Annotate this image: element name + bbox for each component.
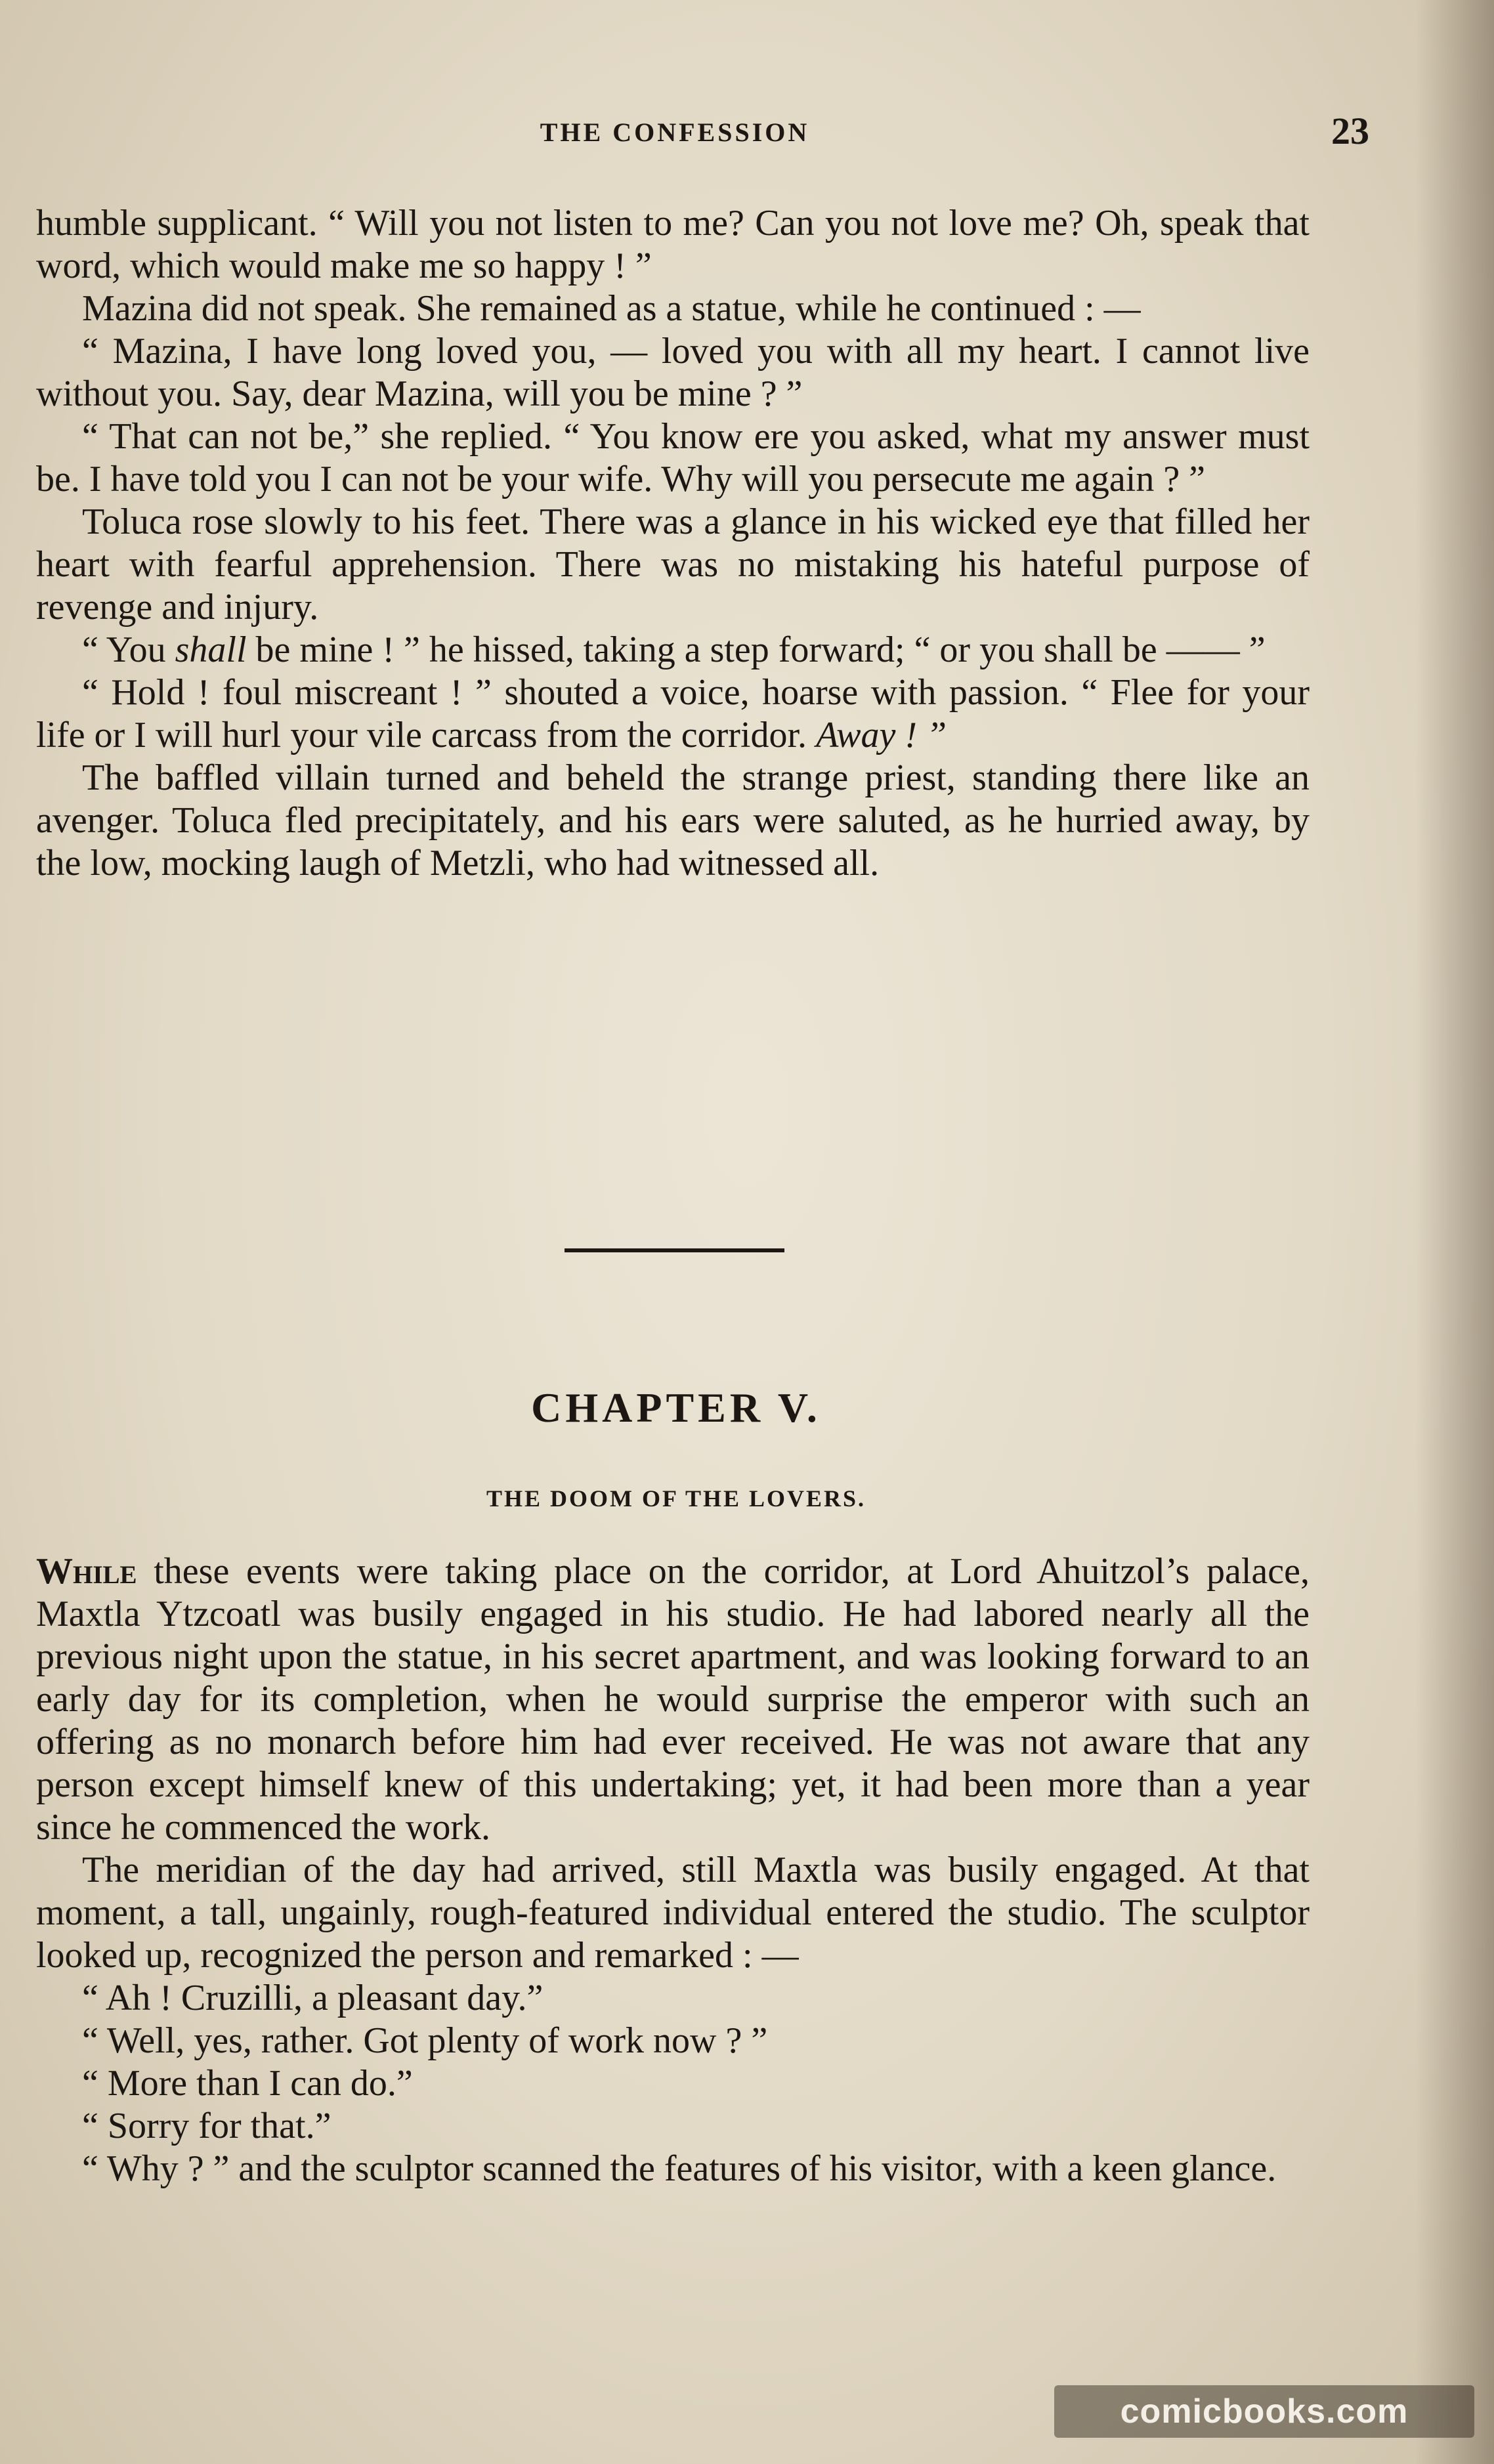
opening-paragraph <box>36 1550 1310 1849</box>
threat-emphasis: shall <box>175 629 247 670</box>
paragraph-hold <box>36 671 1310 757</box>
paragraph: The meridian of the day had arrived, still Maxtla was busily engaged. At that moment, a tall, ungainly, rough-featured individual entered the studio. The sculptor looked up, recognized the person and remarked : — <box>36 1850 1310 1976</box>
page-edge-shadow <box>1415 0 1494 2464</box>
watermark-text: comicbooks.com <box>1120 2392 1409 2431</box>
upper-text-block <box>36 202 1310 885</box>
opening-lead-word: While <box>36 1551 137 1592</box>
paragraph: “ That can not be,” she replied. “ You know ere you asked, what my answer must be. I have told you I can not be your wife. Why will you persecute me again ? ” <box>36 416 1310 499</box>
lower-text-block <box>36 1550 1310 2190</box>
hold-emphasis: Away ! ” <box>816 715 947 755</box>
paragraph: humble supplicant. “ Will you not listen to me? Can you not love me? Oh, speak that word, which would make me so happy ! ” <box>36 203 1310 286</box>
page-number: 23 <box>1331 110 1369 152</box>
paragraph: “ Ah ! Cruzilli, a pleasant day.” <box>82 1978 544 2018</box>
running-header <box>39 105 1369 164</box>
chapter-title: CHAPTER V. <box>531 1384 821 1431</box>
threat-text-start: “ You <box>82 629 175 670</box>
section-divider <box>565 1248 784 1252</box>
paragraph: The baffled villain turned and beheld the strange priest, standing there like an avenger. Toluca fled precipitately, and his ears were saluted, as he hurried away, by the low, mocking laugh of Metzli, who had witnessed all. <box>36 757 1310 883</box>
paragraph: “ Well, yes, rather. Got plenty of work now ? ” <box>82 2020 768 2061</box>
opening-text: these events were taking place on the corridor, at Lord Ahuitzol’s palace, Maxtla Ytzcoatl was busily engaged in his studio. He had labored nearly all the previous night upon the statue, in his secret apartment, and was looking forward to an early day for its completion, when he would surprise the emperor with such an offering as no monarch before him had ever received. He was not aware that any person except himself knew of this undertaking; yet, it had been more than a year since he commenced the work. <box>36 1551 1310 1848</box>
paragraph-threat <box>36 629 1310 671</box>
watermark-badge <box>1054 2385 1474 2438</box>
hold-text: “ Hold ! foul miscreant ! ” shouted a voice, hoarse with passion. “ Flee for your life or I will hurl your vile carcass from the corridor. <box>36 672 1310 755</box>
running-title: THE CONFESSION <box>540 117 810 147</box>
paragraph: Mazina did not speak. She remained as a statue, while he continued : — <box>82 288 1141 329</box>
paragraph: “ More than I can do.” <box>82 2063 413 2104</box>
paragraph: Toluca rose slowly to his feet. There was a glance in his wicked eye that filled her heart with fearful apprehension. There was no mistaking his hateful purpose of revenge and injury. <box>36 501 1310 627</box>
threat-text-end: be mine ! ” he hissed, taking a step forward; “ or you shall be —— ” <box>246 629 1266 670</box>
paragraph: “ Mazina, I have long loved you, — loved you with all my heart. I cannot live without you. Say, dear Mazina, will you be mine ? ” <box>36 331 1310 414</box>
paragraph: “ Sorry for that.” <box>82 2106 331 2146</box>
chapter-subtitle: THE DOOM OF THE LOVERS. <box>486 1485 866 1512</box>
paragraph: “ Why ? ” and the sculptor scanned the features of his visitor, with a keen glance. <box>82 2148 1277 2189</box>
